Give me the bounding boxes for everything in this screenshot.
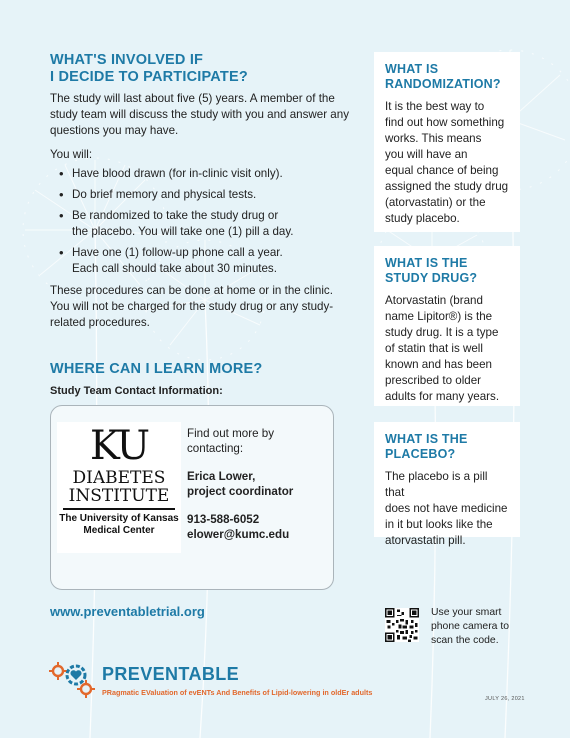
study-drug-heading-line2: STUDY DRUG? <box>385 270 478 285</box>
placebo-text <box>385 469 510 549</box>
card-line: you will have an <box>385 148 468 161</box>
gears-heart-icon <box>48 661 98 701</box>
find-out-line2: contacting: <box>187 442 244 455</box>
list-item-text: Be randomized to take the study drug or <box>72 209 279 222</box>
card-line: in it but looks like the <box>385 518 493 531</box>
you-will-label: You will: <box>50 148 93 161</box>
participate-section <box>50 52 350 399</box>
study-drug-text <box>385 293 510 405</box>
card-line: It is the best way to <box>385 100 485 113</box>
participate-closing: These procedures can be done at home or in the clinic. You will not be charged for the study drug or any study-related procedures. <box>50 284 334 329</box>
learn-more-heading: WHERE CAN I LEARN MORE? <box>50 361 263 377</box>
qr-caption-line3: scan the code. <box>431 635 499 646</box>
find-out-line1: Find out more by <box>187 427 274 440</box>
randomization-heading-line1: WHAT IS <box>385 62 439 76</box>
study-drug-heading-line1: WHAT IS THE <box>385 256 468 270</box>
list-item <box>50 208 350 240</box>
study-drug-card <box>374 246 520 406</box>
website-link[interactable]: www.preventabletrial.org <box>50 604 205 619</box>
contact-phone[interactable]: 913-588-6052 <box>187 513 260 526</box>
qr-caption-line1: Use your smart <box>431 607 502 618</box>
list-item-text: the placebo. You will take one (1) pill a day. <box>72 225 294 238</box>
participate-heading-line2: I DECIDE TO PARTICIPATE? <box>50 69 248 85</box>
list-item <box>50 245 350 277</box>
randomization-text <box>385 99 510 227</box>
contact-details <box>187 426 327 542</box>
brand-tagline: PRagmatic EValuation of evENTs And Benefits of Lipid-lowering in oldEr adults <box>102 688 373 697</box>
logo-univ-line2: Medical Center <box>83 525 155 536</box>
list-item <box>50 166 350 182</box>
participate-heading <box>50 52 350 86</box>
list-item-text: Do brief memory and physical tests. <box>72 188 257 201</box>
logo-univ-line1: The University of Kansas <box>59 513 179 524</box>
participate-list <box>50 166 350 277</box>
qr-caption <box>431 606 531 648</box>
contact-subheading: Study Team Contact Information: <box>50 385 223 397</box>
card-line: study drug. It is a type <box>385 326 499 339</box>
card-line: find out how something <box>385 116 505 129</box>
card-line: adults for many years. <box>385 390 500 403</box>
preventable-brand <box>48 663 373 703</box>
card-line: The placebo is a pill that <box>385 470 488 499</box>
card-line: works. This means <box>385 132 482 145</box>
placebo-card <box>374 422 520 547</box>
list-item-text: Have one (1) follow-up phone call a year. <box>72 246 283 259</box>
logo-diabetes-text: DIABETES <box>72 468 166 488</box>
card-line: assigned the study drug <box>385 180 509 193</box>
contact-role: project coordinator <box>187 485 294 498</box>
logo-divider <box>63 508 175 510</box>
list-item-text: Have blood drawn (for in-clinic visit only). <box>72 167 283 180</box>
qr-code-icon[interactable] <box>385 608 419 642</box>
study-drug-heading <box>385 256 510 285</box>
card-line: atorvastatin pill. <box>385 534 466 547</box>
randomization-card <box>374 52 520 232</box>
card-line: equal chance of being <box>385 164 499 177</box>
card-line: of statin that is well <box>385 342 483 355</box>
card-line: study placebo. <box>385 212 460 225</box>
card-line: Atorvastatin (brand <box>385 294 483 307</box>
contact-name: Erica Lower, <box>187 470 256 483</box>
qr-caption-line2: phone camera to <box>431 621 509 632</box>
document-date: JULY 26, 2021 <box>485 696 525 702</box>
list-item <box>50 187 350 203</box>
randomization-heading-line2: RANDOMIZATION? <box>385 76 501 91</box>
card-line: prescribed to older <box>385 374 482 387</box>
card-line: (atorvastatin) or the <box>385 196 486 209</box>
card-line: name Lipitor®) is the <box>385 310 493 323</box>
placebo-heading <box>385 432 510 461</box>
contact-box <box>50 405 334 590</box>
logo-institute-text: INSTITUTE <box>68 486 170 506</box>
placebo-heading-line2: PLACEBO? <box>385 446 456 461</box>
participate-heading-line1: WHAT'S INVOLVED IF <box>50 52 204 68</box>
logo-ku-text: KU <box>89 423 149 469</box>
ku-diabetes-logo <box>57 422 181 553</box>
contact-email[interactable]: elower@kumc.edu <box>187 528 290 541</box>
placebo-heading-line1: WHAT IS THE <box>385 432 468 446</box>
card-line: does not have medicine <box>385 502 508 515</box>
list-item-text: Each call should take about 30 minutes. <box>72 262 277 275</box>
participate-intro: The study will last about five (5) years. A member of the study team will discuss the study with you and answer any questions you may have. <box>50 92 350 137</box>
randomization-heading <box>385 62 510 91</box>
brand-name: PREVENTABLE <box>102 664 240 684</box>
card-line: known and has been <box>385 358 493 371</box>
